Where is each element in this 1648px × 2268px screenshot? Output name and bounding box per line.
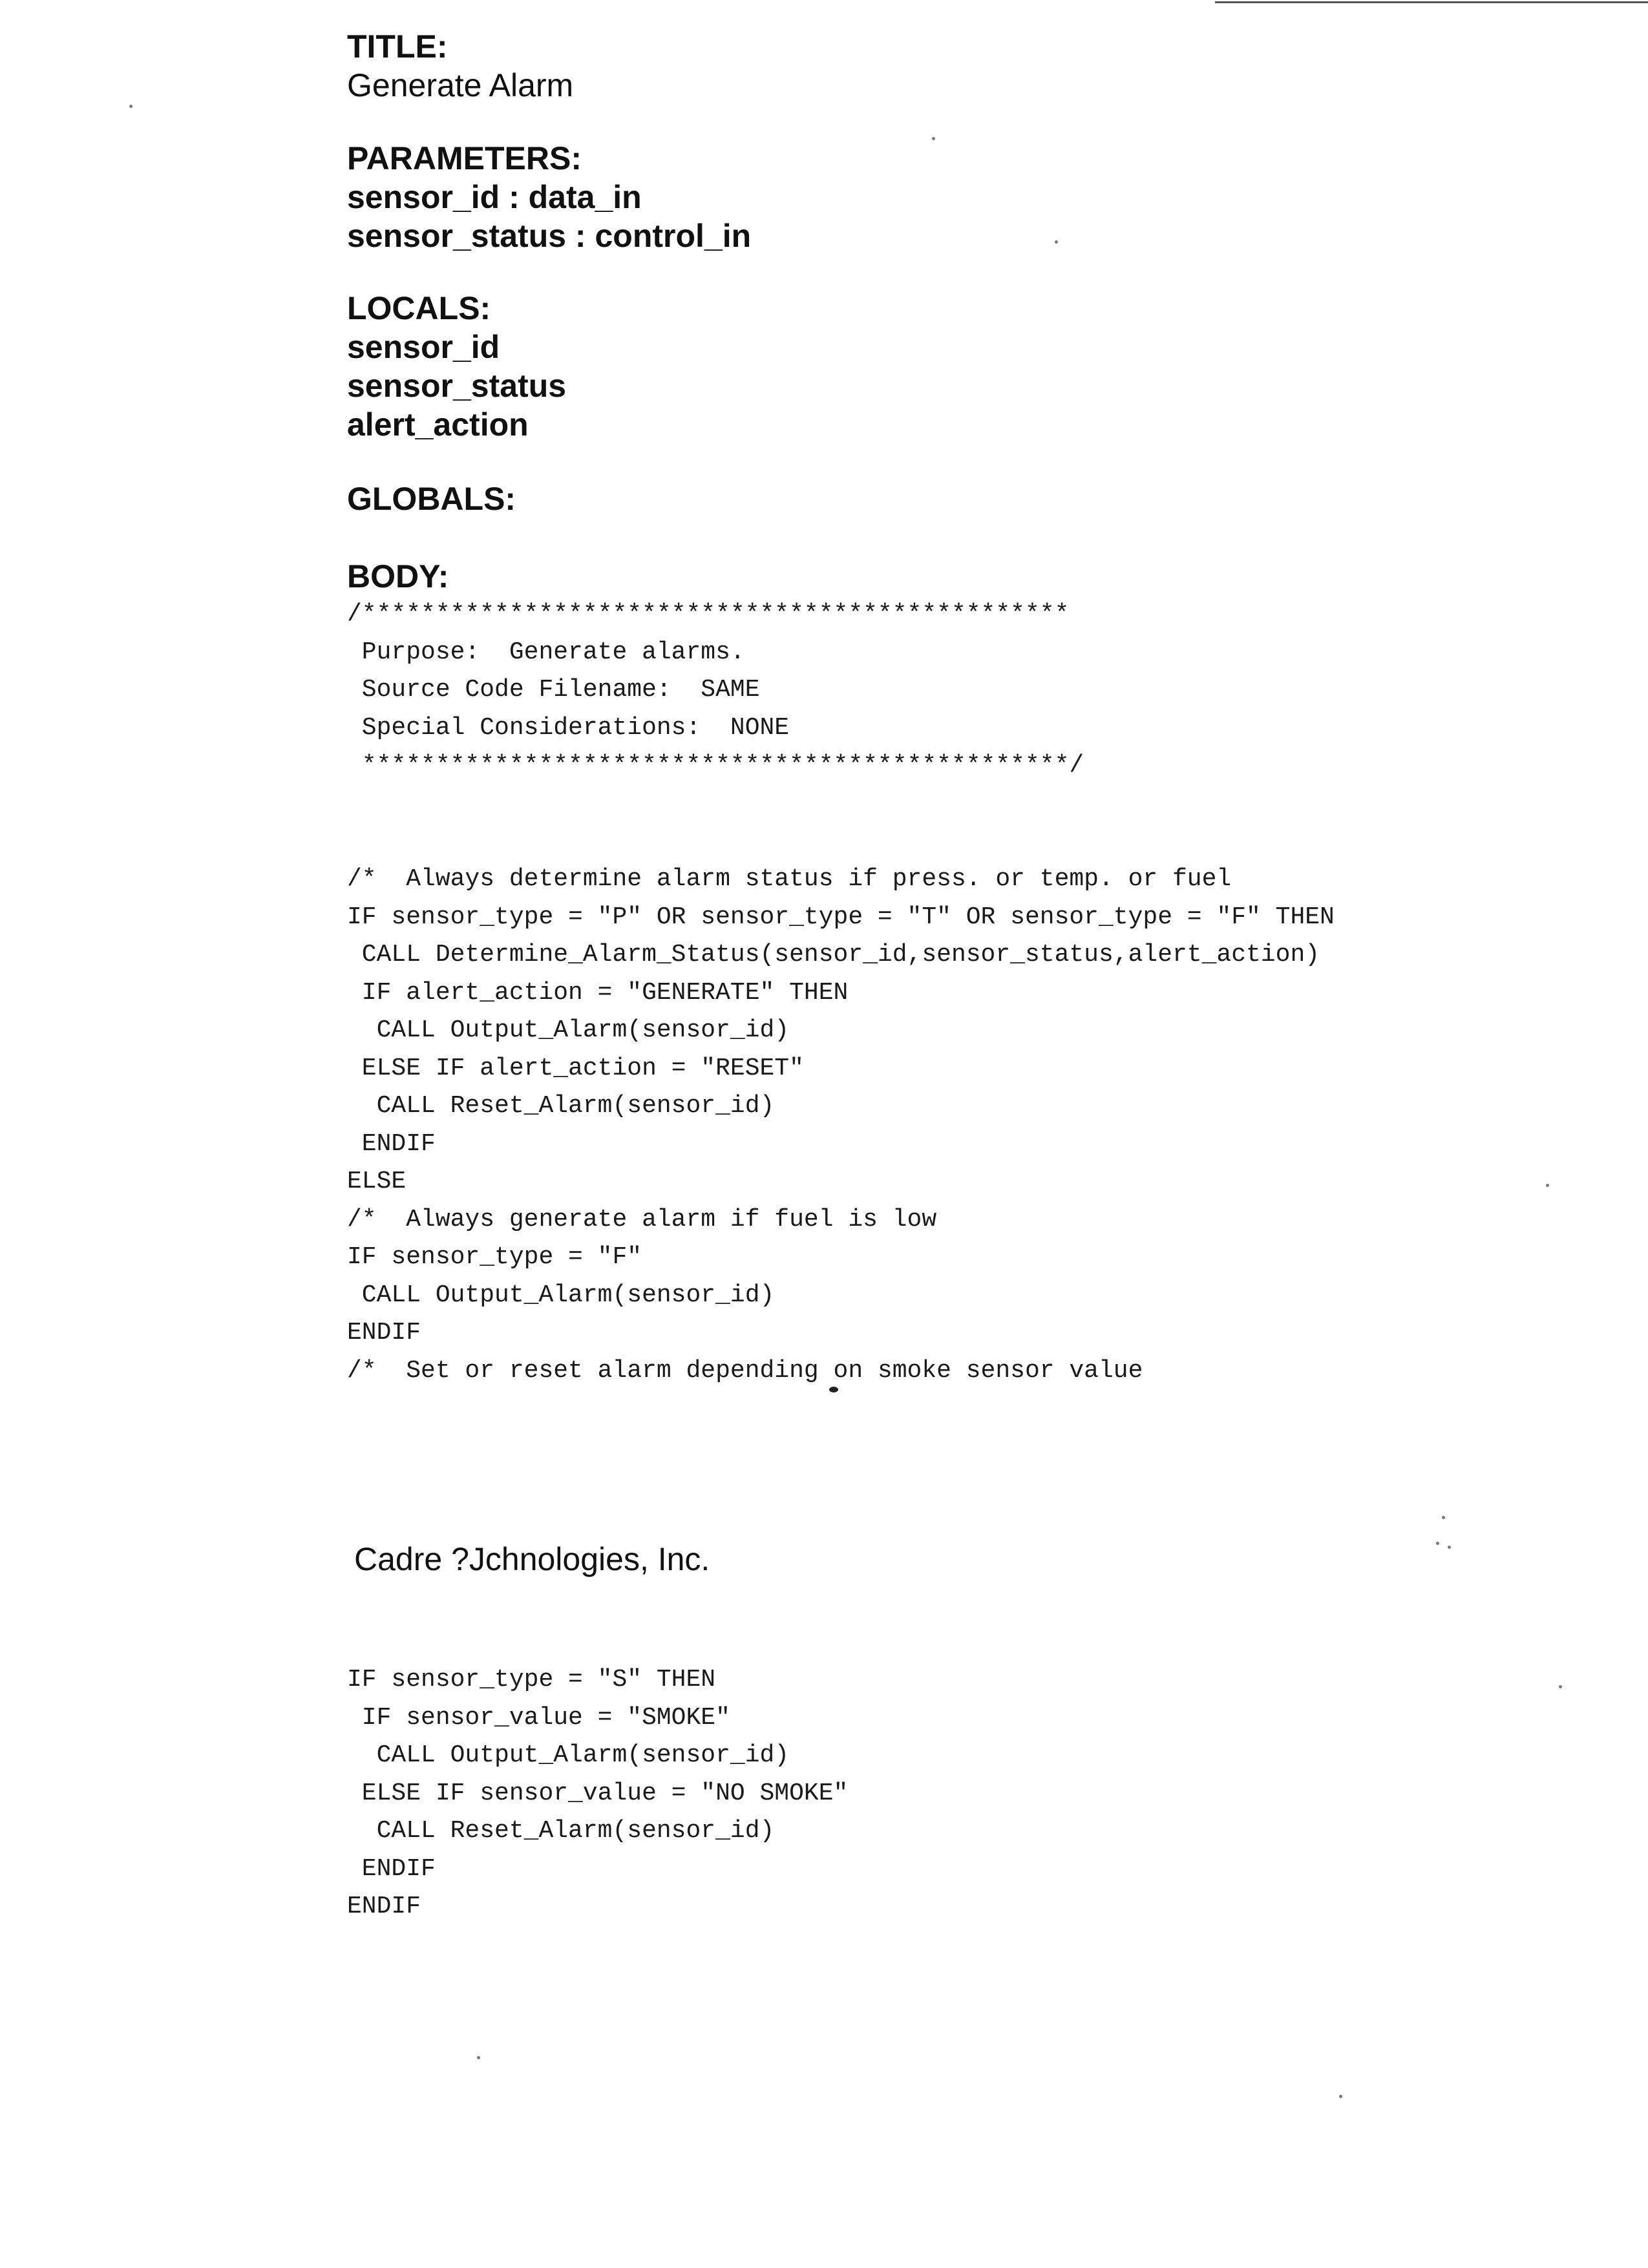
title-value: Generate Alarm xyxy=(347,67,574,103)
code-line: IF sensor_value = "SMOKE" xyxy=(347,1703,730,1732)
code-line: CALL Output_Alarm(sensor_id) xyxy=(347,1016,790,1044)
code-line: /* Always generate alarm if fuel is low xyxy=(347,1205,937,1234)
scan-speck xyxy=(1559,1685,1562,1688)
code-block-2 xyxy=(347,1661,848,1926)
parameters-label: PARAMETERS: xyxy=(347,140,582,176)
parameter-item: sensor_id : data_in xyxy=(347,179,642,215)
code-line: ELSE IF sensor_value = "NO SMOKE" xyxy=(347,1779,849,1807)
code-line: ENDIF xyxy=(347,1893,421,1920)
code-line: IF sensor_type = "S" THEN xyxy=(347,1666,716,1694)
code-line: /* Set or reset alarm depending on smoke sensor value xyxy=(347,1356,1143,1385)
globals-section xyxy=(347,479,516,518)
company-footer: Cadre ?Jchnologies, Inc. xyxy=(354,1541,710,1577)
code-line: IF sensor_type = "P" OR sensor_type = "T" OR sensor_type = "F" THEN xyxy=(347,903,1335,931)
code-line: CALL Output_Alarm(sensor_id) xyxy=(347,1741,790,1769)
parameter-item: sensor_status : control_in xyxy=(347,218,752,254)
code-line: ELSE xyxy=(347,1168,407,1195)
comment-line: Source Code Filename: SAME xyxy=(347,676,760,704)
scan-speck xyxy=(1546,1184,1549,1187)
code-line: IF sensor_type = "F" xyxy=(347,1243,642,1271)
local-item: alert_action xyxy=(347,406,529,443)
scan-speck xyxy=(1055,240,1058,244)
code-line: ENDIF xyxy=(347,1129,436,1158)
scan-speck xyxy=(1436,1542,1439,1545)
code-line: CALL Output_Alarm(sensor_id) xyxy=(347,1281,775,1309)
code-line: IF alert_action = "GENERATE" THEN xyxy=(347,978,849,1007)
comment-line: ************************************************/ xyxy=(347,751,1084,779)
code-line: CALL Reset_Alarm(sensor_id) xyxy=(347,1092,775,1120)
code-line: CALL Determine_Alarm_Status(sensor_id,sensor_status,alert_action) xyxy=(347,941,1320,969)
title-section xyxy=(347,27,573,105)
code-line: ENDIF xyxy=(347,1854,436,1883)
comment-line: Purpose: Generate alarms. xyxy=(347,638,745,666)
scan-speck xyxy=(477,2056,480,2059)
code-line: /* Always determine alarm status if press. or temp. or fuel xyxy=(347,865,1232,893)
body-section xyxy=(347,557,449,596)
top-edge-rule xyxy=(1215,1,1648,3)
local-item: sensor_id xyxy=(347,329,500,365)
code-line: ENDIF xyxy=(347,1319,421,1347)
code-line: ELSE IF alert_action = "RESET" xyxy=(347,1054,804,1082)
scan-blot xyxy=(829,1387,838,1392)
scan-speck xyxy=(1442,1516,1445,1519)
header-comment-block xyxy=(347,596,1084,785)
code-line: CALL Reset_Alarm(sensor_id) xyxy=(347,1817,775,1845)
code-block-1 xyxy=(347,861,1335,1390)
body-label: BODY: xyxy=(347,558,449,594)
scan-speck xyxy=(129,105,132,108)
title-label: TITLE: xyxy=(347,28,448,65)
locals-section xyxy=(347,289,566,444)
scan-speck xyxy=(932,137,935,140)
scan-speck xyxy=(1339,2095,1342,2098)
scan-speck xyxy=(1448,1546,1451,1549)
locals-label: LOCALS: xyxy=(347,290,491,326)
comment-line: /************************************************ xyxy=(347,600,1070,628)
parameters-section xyxy=(347,139,751,255)
globals-label: GLOBALS: xyxy=(347,481,516,517)
comment-line: Special Considerations: NONE xyxy=(347,713,790,742)
local-item: sensor_status xyxy=(347,368,567,404)
